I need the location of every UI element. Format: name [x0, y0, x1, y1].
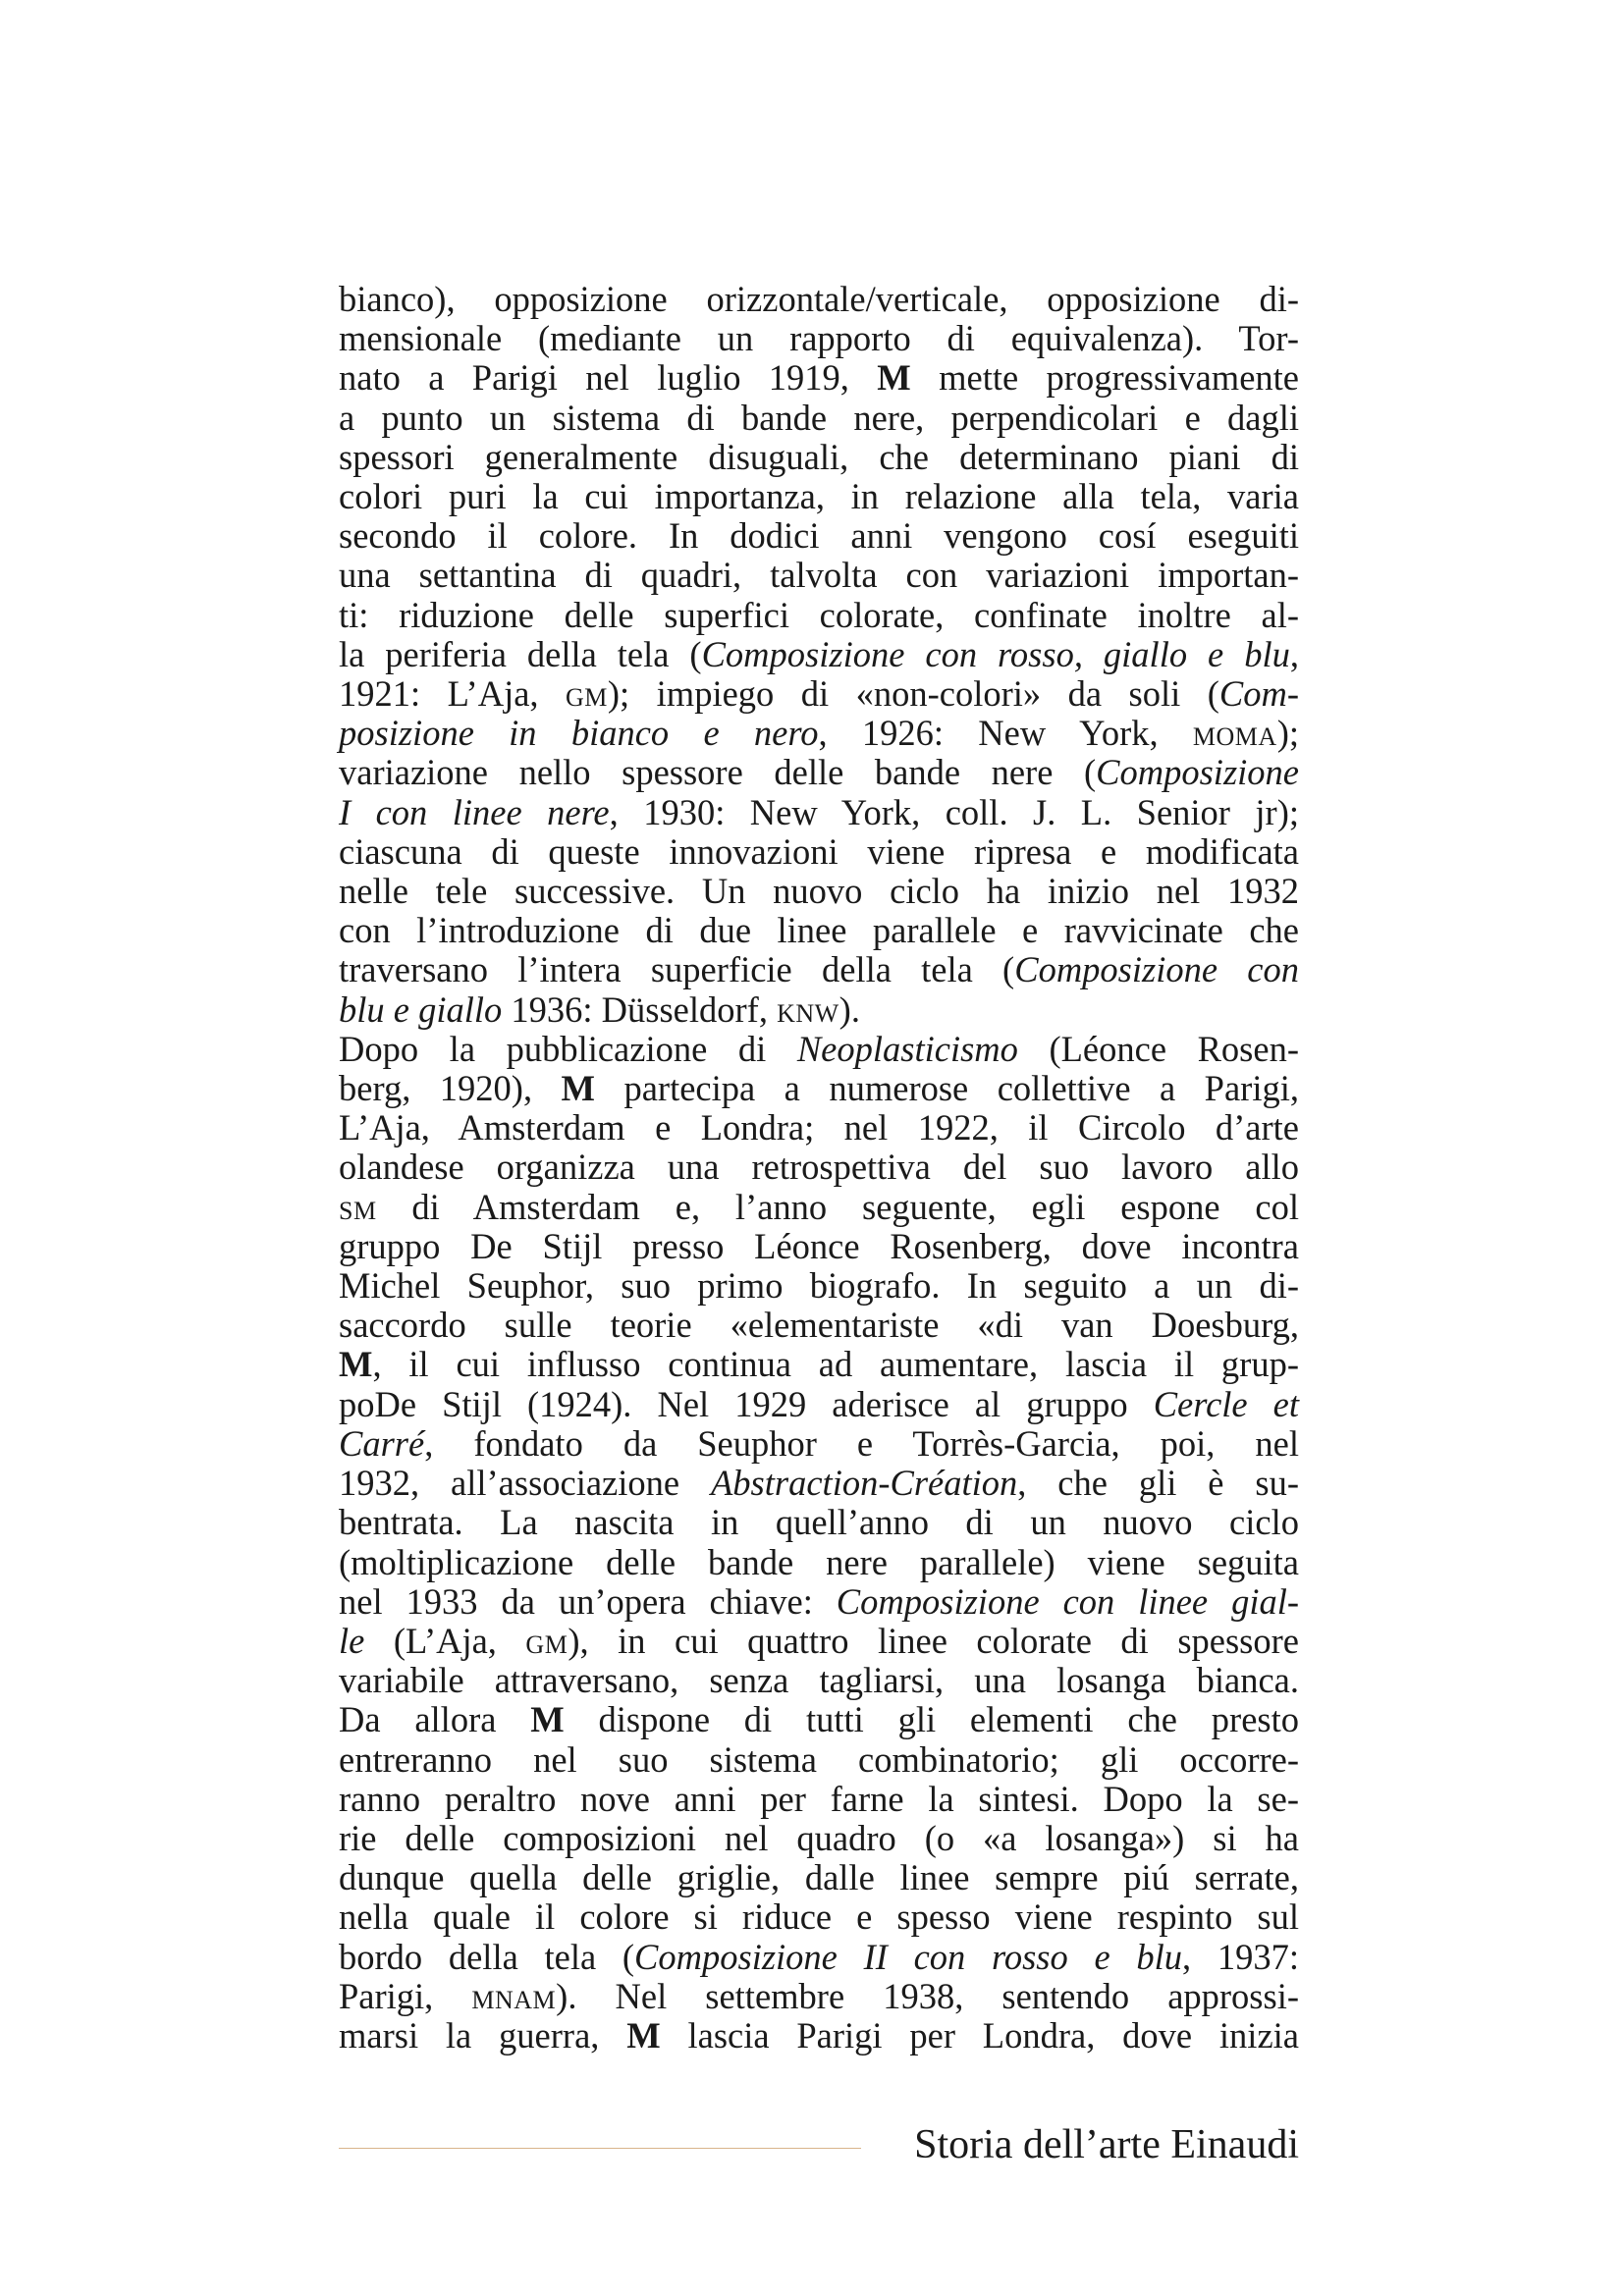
text-line: nelle tele successive. Un nuovo ciclo ha inizio nel 1932 [339, 871, 1299, 912]
text-line: 1921: L’Aja, gm); impiego di «non-colori» da soli (Com- [339, 673, 1299, 715]
text-line: bianco), opposizione orizzontale/verticale, opposizione di- [339, 279, 1299, 319]
museum-abbrev: sm [339, 1186, 377, 1227]
text-line: le (L’Aja, gm), in cui quattro linee colorate di spessore [339, 1620, 1299, 1661]
text-line: Carré, fondato da Seuphor e Torrès-Garcia, poi, nel [339, 1422, 1299, 1464]
text-line: Dopo la pubblicazione di Neoplasticismo (Léonce Rosen- [339, 1028, 1299, 1069]
text-line: (moltiplicazione delle bande nere parallele) viene seguita [339, 1541, 1299, 1582]
museum-abbrev: gm [566, 673, 608, 715]
text-line: L’Aja, Amsterdam e Londra; nel 1922, il Circolo d’arte [339, 1107, 1299, 1148]
text-line: Michel Seuphor, suo primo biografo. In seguito a un di- [339, 1265, 1299, 1307]
artist-initial: M [626, 2014, 661, 2056]
text-line: I con linee nere, 1930: New York, coll. J. L. Senior jr); [339, 791, 1299, 832]
text-line: nel 1933 da un’opera chiave: Composizione con linee gial- [339, 1580, 1300, 1622]
text-line: sm di Amsterdam e, l’anno seguente, egli espone col [339, 1186, 1299, 1227]
artwork-title: posizione in bianco e nero [339, 713, 819, 754]
text-line: Da allora M dispone di tutti gli elementi che presto [339, 1699, 1299, 1740]
paragraph-2 [339, 1030, 1299, 2056]
text-line: bentrata. La nascita in quell’anno di un nuovo ciclo [339, 1502, 1299, 1543]
text-line: dunque quella delle griglie, dalle linee sempre piú serrate, [339, 1857, 1299, 1898]
text-line: variabile attraversano, senza tagliarsi, una losanga bianca. [339, 1660, 1299, 1701]
museum-abbrev: knw [777, 988, 839, 1030]
artwork-title: Composizione II con rosso e blu [634, 1936, 1182, 1977]
text-line: a punto un sistema di bande nere, perpendicolari e dagli [339, 397, 1299, 438]
artwork-title: Com- [1218, 673, 1299, 715]
artwork-title: Composizione [1096, 752, 1299, 793]
text-line: Parigi, mnam). Nel settembre 1938, sentendo approssi- [339, 1975, 1300, 2016]
text-line: nella quale il colore si riduce e spesso viene respinto sul [339, 1896, 1299, 1938]
text-line: blu e giallo 1936: Düsseldorf, knw). [339, 988, 860, 1030]
text-line: la periferia della tela (Composizione con rosso, giallo e blu, [339, 633, 1299, 674]
text-line: traversano l’intera superficie della tela (Composizione con [339, 949, 1299, 990]
museum-abbrev: gm [525, 1620, 568, 1661]
text-line: saccordo sulle teorie «elementariste «di van Doesburg, [339, 1305, 1299, 1346]
text-line: entreranno nel suo sistema combinatorio; gli occorre- [339, 1738, 1299, 1780]
text-line: 1932, all’associazione Abstraction-Création, che gli è su- [339, 1463, 1299, 1504]
artwork-title: Composizione con linee gial- [836, 1580, 1300, 1622]
group-name: Cercle et [1153, 1383, 1300, 1424]
text-line: spessori generalmente disuguali, che determinano piani di [339, 436, 1299, 477]
text-line: M, il cui influsso continua ad aumentare, lascia il grup- [339, 1344, 1299, 1385]
text-line: posizione in bianco e nero, 1926: New York, moma); [339, 713, 1299, 754]
text-line: con l’introduzione di due linee parallele e ravvicinate che [339, 910, 1299, 951]
book-title: Neoplasticismo [796, 1028, 1018, 1069]
text-line: rie delle composizioni nel quadro (o «a losanga») si ha [339, 1817, 1299, 1858]
text-line: ranno peraltro nove anni per farne la sintesi. Dopo la se- [339, 1778, 1299, 1819]
text-line: secondo il colore. In dodici anni vengono cosí eseguiti [339, 515, 1299, 557]
footer-divider [339, 2148, 861, 2149]
group-name: Carré [339, 1422, 425, 1464]
text-line: mensionale (mediante un rapporto di equivalenza). Tor- [339, 318, 1299, 359]
artwork-title: le [339, 1620, 365, 1661]
artwork-title: Composizione con rosso, giallo e blu [701, 633, 1290, 674]
text-line: ciascuna di queste innovazioni viene ripresa e modificata [339, 830, 1299, 872]
paragraph-1 [339, 280, 1299, 1030]
artwork-title: Composizione con [1014, 949, 1299, 990]
artwork-title: I con linee nere [339, 791, 610, 832]
text-line: gruppo De Stijl presso Léonce Rosenberg, dove incontra [339, 1225, 1299, 1266]
artist-initial: M [339, 1344, 373, 1385]
text-line: bordo della tela (Composizione II con rosso e blu, 1937: [339, 1936, 1299, 1977]
page-body [339, 280, 1299, 2056]
text-line: olandese organizza una retrospettiva del suo lavoro allo [339, 1147, 1299, 1188]
artist-initial: M [561, 1068, 595, 1109]
text-line: berg, 1920), M partecipa a numerose collettive a Parigi, [339, 1068, 1299, 1109]
museum-abbrev: mnam [471, 1975, 557, 2016]
text-line: ti: riduzione delle superfici colorate, confinate inoltre al- [339, 594, 1299, 635]
text-line: colori puri la cui importanza, in relazione alla tela, varia [339, 476, 1299, 517]
artist-initial: M [877, 357, 911, 399]
text-line: nato a Parigi nel luglio 1919, M mette progressivamente [339, 357, 1299, 399]
group-name: Abstraction-Création [711, 1463, 1018, 1504]
artwork-title: blu e giallo [339, 988, 503, 1030]
footer-publication-title: Storia dell’arte Einaudi [914, 2122, 1299, 2167]
text-line: variazione nello spessore delle bande nere (Composizione [339, 752, 1299, 793]
text-line: poDe Stijl (1924). Nel 1929 aderisce al gruppo Cercle et [339, 1383, 1300, 1424]
artist-initial: M [530, 1699, 565, 1740]
museum-abbrev: moma [1192, 713, 1277, 754]
text-line: marsi la guerra, M lascia Parigi per Londra, dove inizia [339, 2014, 1299, 2056]
text-line: una settantina di quadri, talvolta con variazioni importan- [339, 555, 1299, 596]
